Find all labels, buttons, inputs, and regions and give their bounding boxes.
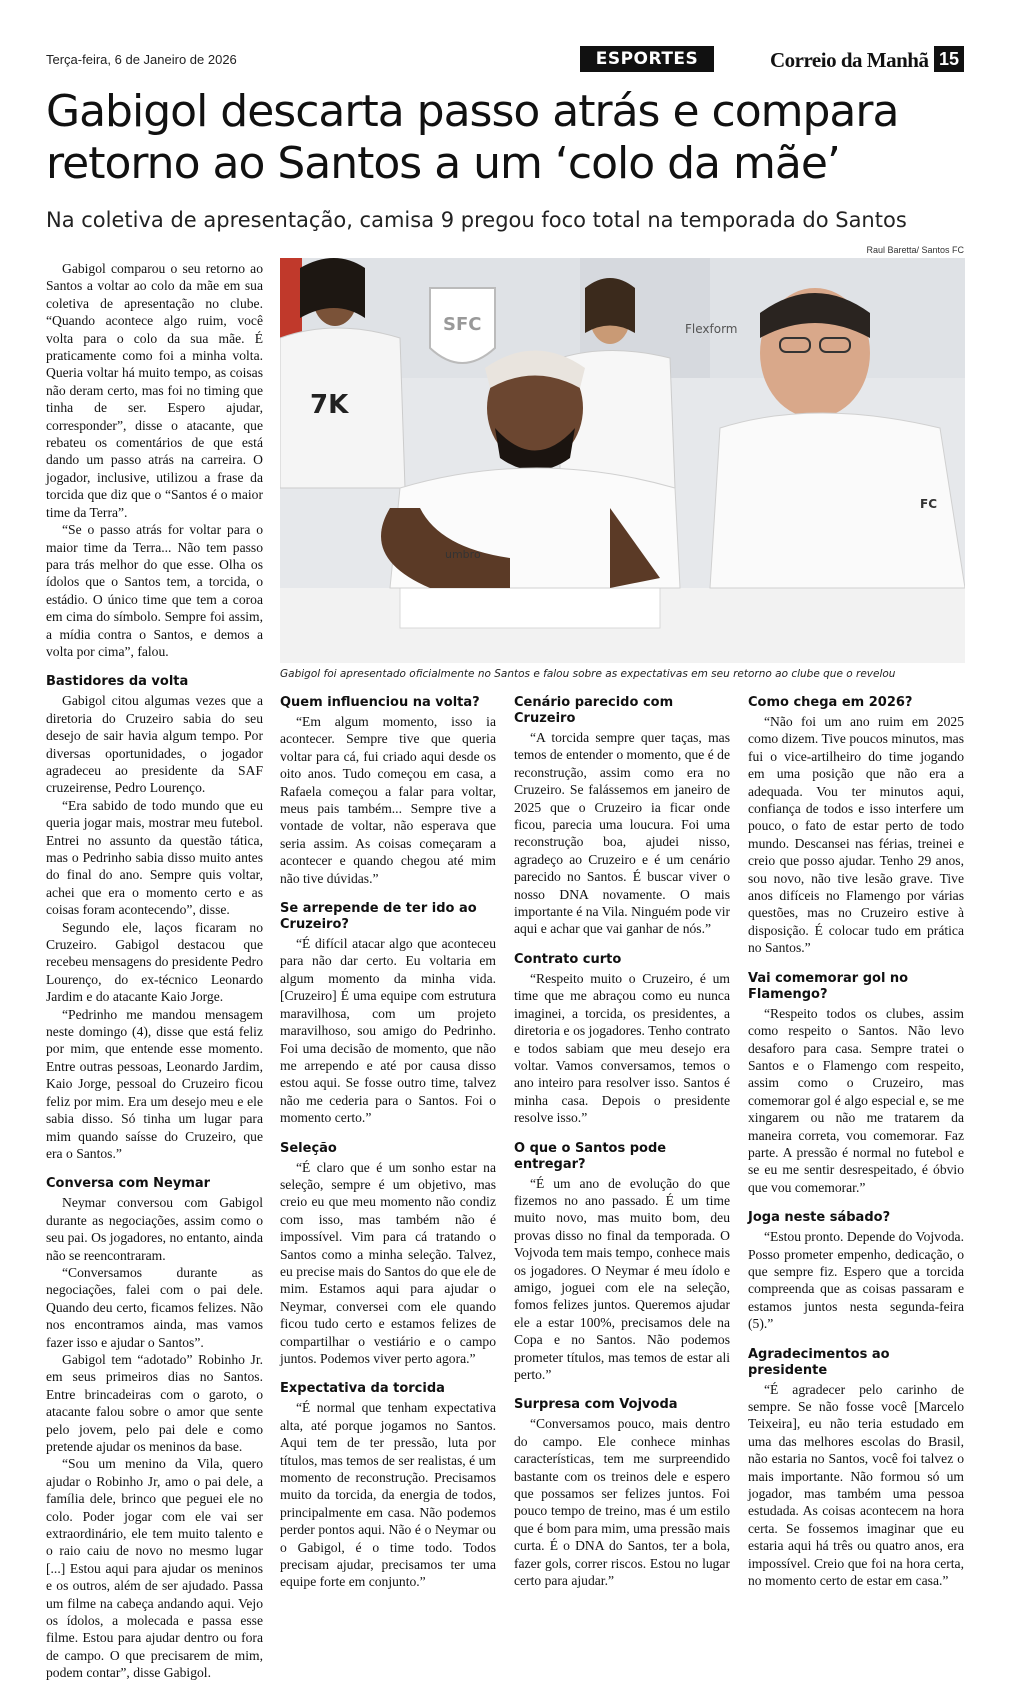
page-number: 15 <box>934 46 964 72</box>
svg-text:FC: FC <box>920 497 938 511</box>
section-heading: Surpresa com Vojvoda <box>514 1397 678 1413</box>
paragraph: “É agradecer pelo carinho de sempre. Se não fosse você [Marcelo Teixeira], eu não teria estudado em uma das melhores escolas do Brasil, não estaria no Santos, você foi talvez o mais importante. Não formou só um jogador, mas também uma pessoa estudada. As coisas acontecem na hora certa. Se fossemos imaginar que eu estaria aqui há três ou quatro anos, era impossível. Creio que foi na hora certa, no momento certo de estar em casa.” <box>748 1381 964 1589</box>
paragraph: “Conversamos pouco, mais dentro do campo. Ele conhece minhas características, tem me surpreendido bastante com os treinos dele e espero que possamos ser felizes juntos. Foi pouco tempo de treino, mas é um estilo que é bom para mim, uma pressão mais curta. É o DNA do Santos, ter a bola, fazer gols, correr riscos. Estou no lugar certo para ajudar.” <box>514 1416 730 1589</box>
flexform-logo: Flexform <box>685 322 738 336</box>
paragraph: “Se o passo atrás for voltar para o maior time da Terra... Não tem passo para trás melhor do que esse. Olha os ídolos que o Santos tem, a torcida, o estádio. O único time que tem a coroa em cima do símbolo. Sempre foi assim, a mídia contra o Santos, e demos a volta por cima”, falou. <box>46 522 263 659</box>
section-heading: Expectativa da torcida <box>280 1381 445 1397</box>
section-heading: Seleção <box>280 1140 337 1156</box>
paragraph: “É claro que é um sonho estar na seleção, sempre é um objetivo, mas creio eu que meu momento não condiz com isso, mas também não é impossível. Vim para cá tratando o Santos como a minha seleção. Talvez, eu precise mais do Santos do que ele de mim. Estamos aqui para ajudar o Neymar, conversei com ele quando ficou tudo certo e estamos felizes de compartilhar o vestiário e o campo juntos. Podemos viver perto agora.” <box>280 1159 496 1366</box>
section-heading: Como chega em 2026? <box>748 695 913 710</box>
paragraph: “Respeito todos os clubes, assim como respeito o Santos. Não levo desaforo para casa. Sempre tratei o Santos e o Flamengo com respeito, assim como o Cruzeiro, mas comemorar gol é algo especial e, se me xingarem ou não me tratarem da maneira correta, vou comemorar. Faz parte. A pressão é normal no futebol e se eu me sentir desrespeitado, é óbvio que vou comemorar.” <box>748 1005 964 1195</box>
masthead-logo: Correio da Manhã <box>770 48 929 72</box>
article-photo <box>280 258 965 663</box>
article-column-2 <box>280 695 496 1591</box>
santos-crest-wall <box>430 288 495 363</box>
section-heading: Conversa com Neymar <box>46 1176 211 1192</box>
paragraph: Gabigol comparou o seu retorno ao Santos a voltar ao colo da mãe em sua coletiva de apresentação no clube. “Quando acontece algo ruim, você volta para o colo da sua mãe. É praticamente como foi a minha volta. Queria voltar há muito tempo, as coisas não deram certo, mas foi no timing que tinha de ser. Espero ajudar, corresponder”, disse o atacante, que rebateu os comentários de que está dando um passo atrás na carreira. O jogador, inclusive, utilizou a frase da torcida que diz que o “Santos é o maior time da Terra”. <box>46 261 263 520</box>
subheadline: Na coletiva de apresentação, camisa 9 pregou foco total na temporada do Santos <box>46 208 907 232</box>
photo-illustration <box>280 258 965 663</box>
section-heading: Joga neste sábado? <box>748 1210 891 1226</box>
paragraph: Gabigol tem “adotado” Robinho Jr. em seus primeiros dias no Santos. Entre brincadeiras com o garoto, o atacante falou sobre o amor que sente pelo jovem, pelo pai dele e como pretende ajudar os meninos da base. <box>46 1351 263 1454</box>
svg-text:SFC: SFC <box>443 314 482 335</box>
section-heading: Contrato curto <box>514 951 622 967</box>
paragraph: “É difícil atacar algo que aconteceu para não dar certo. Eu voltaria em algum momento da minha vida. [Cruzeiro] É uma equipe com estrutura maravilhosa, com um projeto maravilhoso, sou amigo do Pedrinho. Foi uma decisão de momento, que não me arrependo e até por causa disso estou aqui. Se fosse outro time, talvez não me cederia para o Santos. Foi o momento certo.” <box>280 936 496 1126</box>
section-heading: Vai comemorar gol no Flamengo? <box>748 970 909 1002</box>
photo-credit: Raul Baretta/ Santos FC <box>866 245 964 255</box>
paragraph: “Era sabido de todo mundo que eu queria jogar mais, mostrar meu futebol. Entrei no assunto da questão tática, mas o Pedrinho sabia disso muito antes do final do ano. Sempre quis voltar, achei que era o momento certo e as coisas foram acontecendo”, disse. <box>46 797 263 918</box>
paragraph: Segundo ele, laços ficaram no Cruzeiro. Gabigol destacou que recebeu mensagens do presidente Pedro Lourenço, do ex-técnico Leonardo Jardim e do atacante Kaio Jorge. <box>46 919 263 1005</box>
paragraph: “É um ano de evolução do que fizemos no ano passado. É um time muito novo, mas muito bom, deu provas disso no final da temporada. O Vojvoda tem mais tempo, conhece mais os jogadores. O Neymar é meu ídolo e amigo, joguei com ele na seleção, fomos felizes juntos. Queremos ajudar ele a estar 100%, precisamos dele na Copa e no Santos. Não podemos prometer títulos, mas temos de estar ali perto.” <box>514 1175 730 1382</box>
paragraph: “A torcida sempre quer taças, mas temos de entender o momento, que é de reconstrução, assim como era no Cruzeiro. Se falássemos em janeiro de 2025 que o Cruzeiro ia ficar onde ficou, parecia uma loucura. Foi uma reconstrução boa, ajudei nisso, agradeço ao Cruzeiro e é um cenário parecido no Santos. É buscar viver o nosso DNA novamente. O mais importante é na Vila. Ninguém pode vir aqui e achar que vai ganhar de nós.” <box>514 730 730 937</box>
paragraph: “É normal que tenham expectativa alta, até porque jogamos no Santos. Aqui tem de ter pressão, luta por títulos, mas temos de ser realistas, é um momento de reconstrução. Precisamos muito da torcida, da energia de todos, principalmente em casa. Não podemos perder pontos aqui. Não é o Neymar ou o Gabigol, é o time todo. Todos precisam ajudar, precisamos ter uma equipe forte em conjunto.” <box>280 1400 496 1590</box>
article-column-4 <box>748 695 964 1589</box>
paragraph: “Sou um menino da Vila, quero ajudar o Robinho Jr, amo o pai dele, a família dele, brinco que peguei ele no colo. Poder jogar com ele vai ser extraordinário, ele tem muito talento e o raio caiu de novo no mesmo lugar [...] Estou aqui para ajudar os meninos e os outros, além de ser ajudado. Passa um filme na cabeça andando aqui. Vejo os ídolos, a molecada e passa esse filme. Estou para ajudar dentro ou fora de campo. O que precisarem de mim, podem contar”, disse Gabigol. <box>46 1456 263 1681</box>
paragraph: Gabigol citou algumas vezes que a diretoria do Cruzeiro sabia do seu desejo de sair havia algum tempo. Por diversas oportunidades, o jogador agradeceu ao presidente da SAF cruzeirense, Pedro Lourenço. <box>46 693 263 796</box>
svg-text:umbro: umbro <box>445 548 481 561</box>
section-heading: Se arrepende de ter ido ao Cruzeiro? <box>280 901 477 933</box>
paragraph: “Conversamos durante as negociações, falei com o pai dele. Quando deu certo, ficamos felizes. Não nos encontramos ainda, mas vamos fazer isso e ajudar o Santos”. <box>46 1264 263 1350</box>
section-label: ESPORTES <box>580 46 714 72</box>
section-heading: Cenário parecido com Cruzeiro <box>514 695 674 726</box>
paragraph: Neymar conversou com Gabigol durante as negociações, assim como o seu pai. Os jogadores, no entanto, ainda não se reencontraram. <box>46 1195 263 1263</box>
svg-text:7K: 7K <box>310 390 349 420</box>
paragraph: “Não foi um ano ruim em 2025 como dizem. Tive poucos minutos, mas fui o vice-artilheiro do time jogando em uma posição que não era a adequada. Vou ter minutos aqui, confiança de todos e isso interfere um pouco, o fato de estar perto de todo mundo. Descansei nas férias, treinei e creio que posso ajudar. Tenho 29 anos, sou novo, não tive lesão grave. Tive anos difíceis no Flamengo por várias questões, mas no Cruzeiro estive à disposição. É colocar tudo em prática no Santos.” <box>748 714 964 956</box>
page-header <box>46 46 964 74</box>
paragraph: “Pedrinho me mandou mensagem neste domingo (4), disse que está feliz por mim, que entende esse momento. Entre outras pessoas, Leonardo Jardim, Kaio Jorge, pessoal do Cruzeiro ficou feliz por mim. Era um desejo meu e ele sabia disso. Só tinha um lugar para mim quando saísse do Cruzeiro, que era o Santos.” <box>46 1006 263 1161</box>
photo-caption: Gabigol foi apresentado oficialmente no Santos e falou sobre as expectativas em seu retorno ao clube que o revelou <box>280 668 896 680</box>
section-heading: Quem influenciou na volta? <box>280 695 480 710</box>
section-heading: O que o Santos pode entregar? <box>514 1140 667 1172</box>
section-heading: Agradecimentos ao presidente <box>748 1346 890 1378</box>
issue-date: Terça-feira, 6 de Janeiro de 2026 <box>46 52 237 67</box>
paragraph: “Em algum momento, isso ia acontecer. Sempre tive que queria voltar para cá, fui criado aqui desde os oito anos. Tudo começou em casa, a Rafaela começou a falar para voltar, meus pais também... Sempre tive a vontade de voltar, não esperava que seria assim. As coisas começaram a acontecer e quando chegou até mim não tive dúvidas.” <box>280 714 496 886</box>
paragraph: “Estou pronto. Depende do Vojvoda. Posso prometer empenho, dedicação, o que sempre fiz. Espero que a torcida compreenda que as coisas passaram e estamos juntos nesta segunda-feira (5).” <box>748 1229 964 1332</box>
section-heading: Bastidores da volta <box>46 674 189 690</box>
paragraph: “Respeito muito o Cruzeiro, é um time que me abraçou como eu nunca imaginei, a torcida, os presidentes, a diretoria e os jogadores. Tenho contrato e todos sabiam que meu desejo era voltar. Vamos conversamos, temos o ano inteiro para resolver isso. Santos é minha casa. Depois o presidente resolve isso.” <box>514 970 730 1126</box>
article-column-3 <box>514 695 730 1589</box>
headline: Gabigol descarta passo atrás e compara retorno ao Santos a um ‘colo da mãe’ <box>46 86 899 189</box>
article-column-1 <box>46 260 263 1682</box>
